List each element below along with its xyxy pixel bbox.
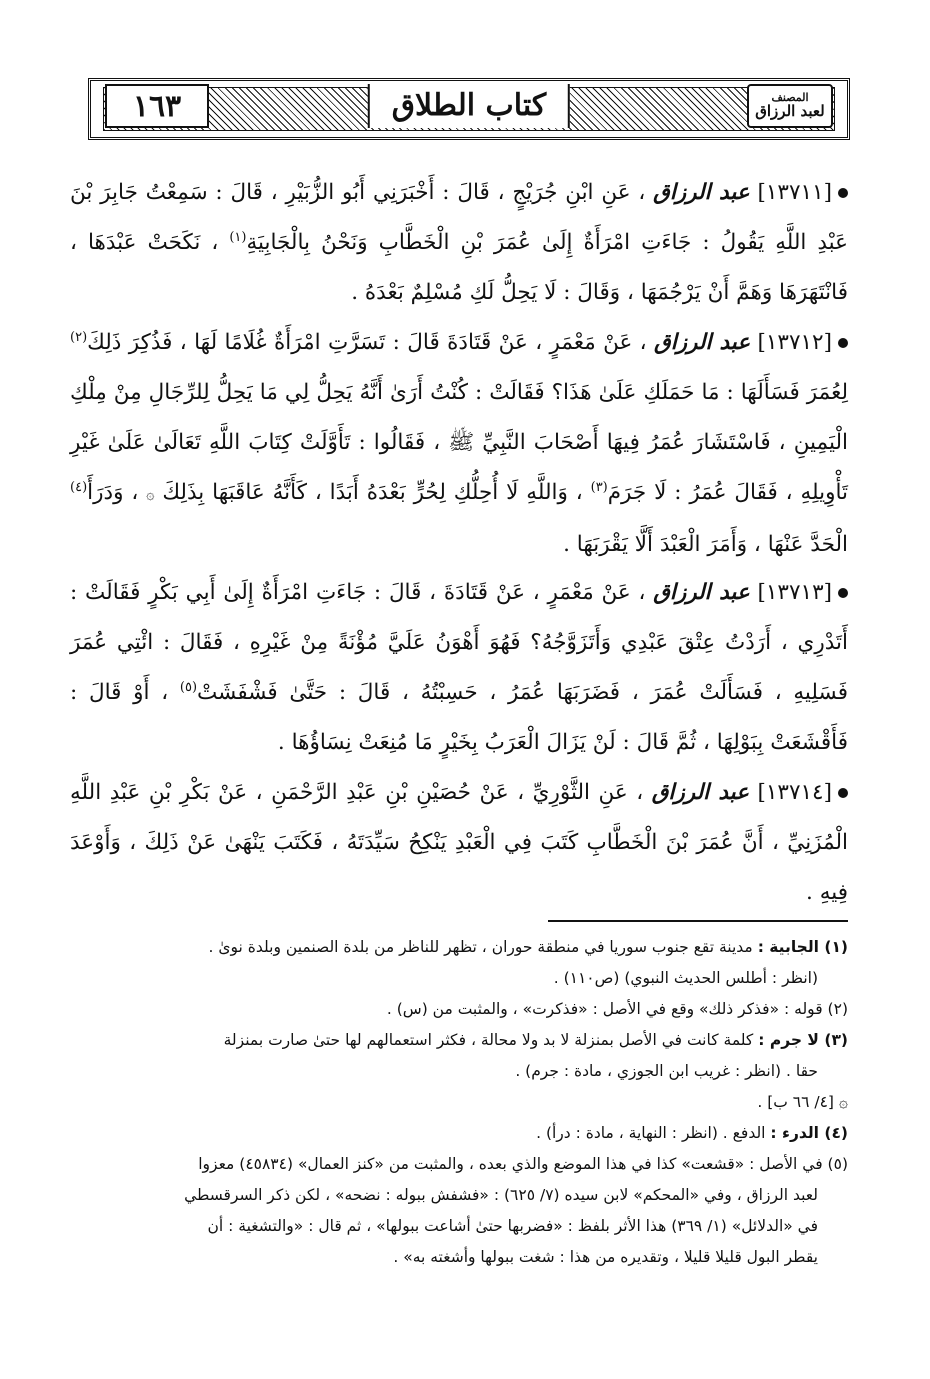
book-logo bbox=[747, 84, 833, 128]
footnote-label: (١) الجابية : bbox=[757, 938, 848, 956]
narration-13711 bbox=[70, 168, 848, 318]
footnote-2 bbox=[70, 994, 848, 1025]
footnote-3 bbox=[70, 1025, 848, 1056]
footnote-text: [٤/ ٦٦ ب] . bbox=[757, 1093, 834, 1111]
footnote-3-cont bbox=[70, 1056, 848, 1087]
narration-author: عبد الرزاق bbox=[653, 580, 750, 605]
footnote-5-cont bbox=[70, 1242, 848, 1273]
narration-text: ، عَنِ ابْنِ جُرَيْجٍ ، قَالَ : أَخْبَرَنِي أَبُو الزُّبَيْرِ ، قَالَ : سَمِعْتُ جَابِرَ بْنَ عَبْدِ اللَّهِ يَقُولُ : جَاءَتِ امْرَأَةٌ إِلَىٰ عُمَرَ بْنِ الْخَطَّابِ وَنَحْنُ بِالْجَابِيَةِ bbox=[70, 180, 848, 255]
narration-text: لِعُمَرَ فَسَأَلَهَا : مَا حَمَلَكِ عَلَىٰ هَذَا؟ فَقَالَتْ : كُنْتُ أَرَىٰ أَنَّهُ يَحِلُّ لِي مَا يَحِلُّ لِلرِّجَالِ مِنْ مِلْكِ الْيَمِينِ ، فَاسْتَشَارَ عُمَرُ فِيهَا أَصْحَابَ النَّبِيِّ ﷺ ، فَقَالُوا : تَأَوَّلَتْ كِتَابَ اللَّهِ تَعَالَىٰ عَلَىٰ غَيْرِ تَأْوِيلِهِ ، فَقَالَ عُمَرُ : لَا جَرَمَ bbox=[70, 380, 849, 505]
page-header bbox=[88, 78, 850, 140]
footnote-text: لعبد الرزاق ، وفي «المحكم» لابن سيده (٧/ ٦٢٥) : «فشفش ببوله : نضحه» ، لكن ذكر السرقسطي bbox=[184, 1186, 818, 1204]
bullet-icon bbox=[838, 588, 848, 598]
footnote-ref-5[interactable]: (٥) bbox=[179, 679, 198, 695]
footnote-mark bbox=[70, 1087, 848, 1118]
footnote-ref-2[interactable]: (٢) bbox=[70, 329, 88, 345]
footnote-ref-4[interactable]: (٤) bbox=[70, 479, 88, 495]
book-title: كتاب الطلاق bbox=[368, 84, 570, 128]
narration-13714 bbox=[70, 768, 848, 918]
narration-author: عبد الرزاق bbox=[651, 780, 749, 805]
footnote-separator bbox=[548, 920, 848, 922]
footnote-text: يقطر البول قليلا قليلا ، وتقديره من هذا : شغت ببولها وأشغته به» . bbox=[393, 1248, 818, 1266]
narration-number: [١٣٧١٣] bbox=[757, 580, 833, 605]
bullet-icon bbox=[838, 338, 848, 348]
narration-author: عبد الرزاق bbox=[654, 330, 751, 355]
footnote-text: (انظر : أطلس الحديث النبوي) (ص١١٠) . bbox=[553, 969, 818, 987]
footnote-ref-1[interactable]: (١) bbox=[229, 229, 247, 245]
narration-number: [١٣٧١٢] bbox=[757, 330, 832, 355]
manuscript-mark-icon: ۞ bbox=[838, 1093, 848, 1111]
footnote-text: في الأصل : «قشعت» كذا في هذا الموضع والذي بعده ، والمثبت من «كنز العمال» (٤٥٨٣٤) معزوا bbox=[198, 1155, 823, 1173]
narration-13713 bbox=[70, 568, 848, 768]
footnote-text: مدينة تقع جنوب سوريا في منطقة حوران ، تظهر للناظر من بلدة الصنمين وبلدة نوىٰ . bbox=[208, 938, 753, 956]
narration-text: ، نَكَحَتْ عَبْدَهَا ، فَانْتَهَرَهَا وَهَمَّ أَنْ يَرْجُمَهَا ، وَقَالَ : لَا يَحِلُّ لَكِ مُسْلِمٌ بَعْدَهُ . bbox=[70, 230, 848, 305]
narration-text: ، وَدَرَأَ bbox=[87, 480, 139, 505]
footnote-text: حقا . (انظر : غريب ابن الجوزي ، مادة : جرم) . bbox=[515, 1062, 818, 1080]
footnote-5-cont bbox=[70, 1211, 848, 1242]
footnote-text: في «الدلائل» (١/ ٣٦٩) هذا الأثر بلفظ : «فضربها حتىٰ أشاعت ببولها» ، ثم قال : «والتشغية : أن bbox=[207, 1217, 818, 1235]
footnote-ref-3[interactable]: (٣) bbox=[590, 479, 608, 495]
footnote-text: كلمة كانت في الأصل بمنزلة لا بد ولا محالة ، فكثر استعمالهم لها حتىٰ صارت بمنزلة bbox=[223, 1031, 754, 1049]
narration-text: ، عَنْ مَعْمَرٍ ، عَنْ قَتَادَةَ قَالَ : تَسَرَّتِ امْرَأَةٌ غُلَامًا لَهَا ، فَذُكِرَ ذَلِكَ bbox=[87, 330, 647, 355]
manuscript-mark-icon: ۞ bbox=[146, 487, 155, 503]
footnote-label: (٢) bbox=[827, 1000, 848, 1018]
narration-text: ، عَنِ الثَّوْرِيِّ ، عَنْ حُصَيْنِ بْنِ عَبْدِ الرَّحْمَنِ ، عَنْ بَكْرِ بْنِ عَبْدِ اللَّهِ الْمُزَنِيِّ ، أَنَّ عُمَرَ بْنَ الْخَطَّابِ كَتَبَ فِي الْعَبْدِ يَنْكِحُ سَيِّدَتَهُ ، فَكَتَبَ يَنْهَىٰ عَنْ ذَلِكَ ، وَأَوْعَدَ فِيهِ . bbox=[70, 780, 848, 905]
bullet-icon bbox=[838, 788, 848, 798]
footnote-label: (٣) لا جرم : bbox=[758, 1031, 848, 1049]
narration-text: الْحَدَّ عَنْهَا ، وَأَمَرَ الْعَبْدَ أَلَّا يَقْرَبَهَا . bbox=[563, 532, 848, 557]
footnote-5 bbox=[70, 1149, 848, 1180]
logo-line-1: المصنف bbox=[771, 91, 809, 105]
narration-text: ، وَاللَّهِ لَا أُحِلُّكِ لِحُرٍّ بَعْدَهُ أَبَدًا ، كَأَنَّهُ عَاقَبَهَا بِذَلِكَ bbox=[162, 480, 583, 505]
footnote-1-cont bbox=[70, 963, 848, 994]
narration-text: ، أَوْ قَالَ : فَأَقْشَعَتْ بِبَوْلِهَا ، ثُمَّ قَالَ : لَنْ يَزَالَ الْعَرَبُ بِخَيْرٍ مَا مُنِعَتْ نِسَاؤُهَا . bbox=[70, 680, 848, 755]
footnote-5-cont bbox=[70, 1180, 848, 1211]
footnote-label: (٥) bbox=[827, 1155, 848, 1173]
footnote-text: الدفع . (انظر : النهاية ، مادة : درأ) . bbox=[536, 1124, 766, 1142]
narration-number: [١٣٧١١] bbox=[757, 180, 832, 205]
footnotes bbox=[70, 932, 848, 1273]
narration-text: ، عَنْ مَعْمَرٍ ، عَنْ قَتَادَةَ ، قَالَ : جَاءَتِ امْرَأَةٌ إِلَىٰ أَبِي بَكْرٍ فَقَالَتْ : أَتَدْرِي ، أَرَدْتُ عِتْقَ عَبْدِي وَأَتَزَوَّجُهُ؟ فَهُوَ أَهْوَنُ عَلَيَّ مُؤْنَةً مِنْ غَيْرِهِ ، فَقَالَ : ائْتِي عُمَرَ فَسَلِيهِ ، فَسَأَلَتْ عُمَرَ ، فَضَرَبَهَا عُمَرُ ، حَسِبْتُهُ ، قَالَ : حَتَّىٰ فَشْفَشَتْ bbox=[70, 580, 848, 705]
footnote-text: قوله : «فذكر ذلك» وقع في الأصل : «فذكرت» ، والمثبت من (س) . bbox=[386, 1000, 823, 1018]
footnote-4 bbox=[70, 1118, 848, 1149]
narration-author: عبد الرزاق bbox=[653, 180, 750, 205]
narration-13712 bbox=[70, 318, 848, 570]
footnote-1 bbox=[70, 932, 848, 963]
bullet-icon bbox=[838, 188, 848, 198]
footnote-label: (٤) الدرء : bbox=[770, 1124, 848, 1142]
page-number: ١٦٣ bbox=[105, 84, 209, 128]
narration-number: [١٣٧١٤] bbox=[757, 780, 832, 805]
logo-line-2: لعبد الرزاق bbox=[755, 101, 825, 120]
